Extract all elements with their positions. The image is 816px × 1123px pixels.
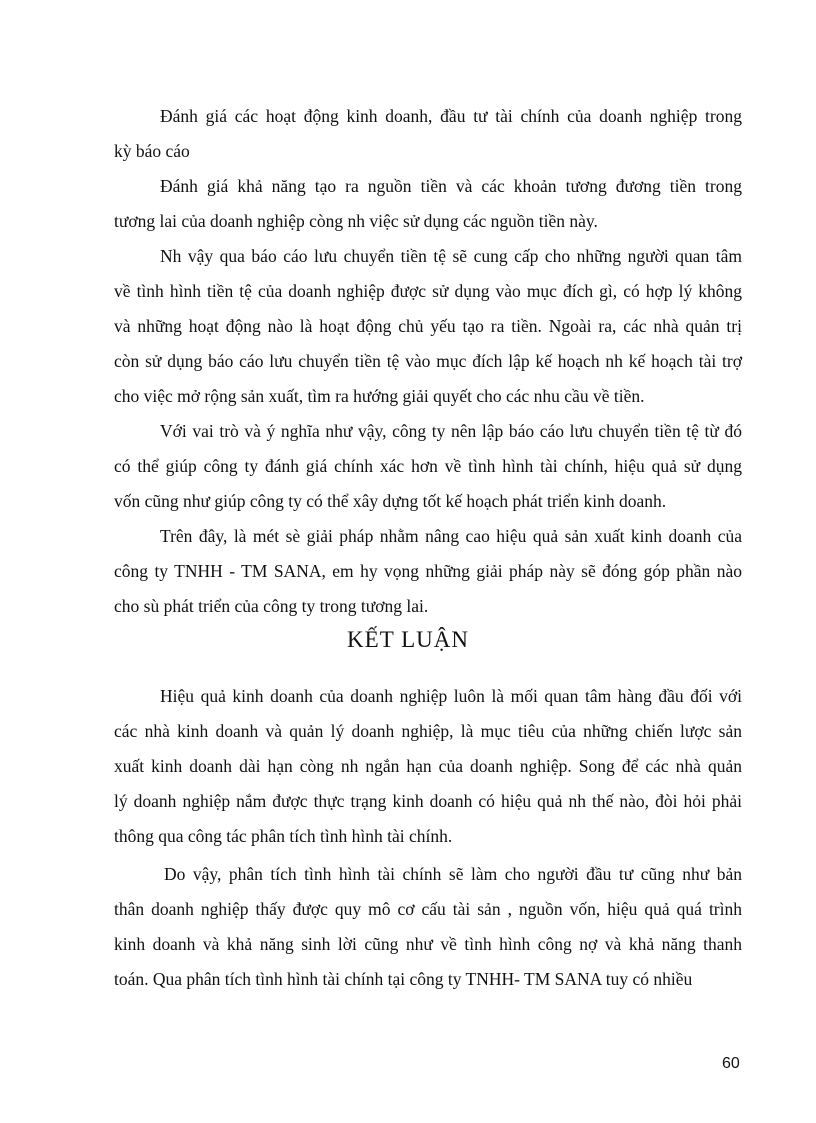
paragraph-line: thông qua công tác phân tích tình hình tài chính. xyxy=(114,826,453,846)
paragraph-line: thân doanh nghiệp thấy được quy mô cơ cấu tài sản , nguồn vốn, hiệu quả quá trình xyxy=(114,899,742,919)
paragraph-line: Đánh giá khả năng tạo ra nguồn tiền và các khoản tương đương tiền trong xyxy=(160,176,742,196)
paragraph-line: và những hoạt động nào là hoạt động chủ yếu tạo ra tiền. Ngoài ra, các nhà quản trị xyxy=(114,316,742,336)
page-number: 60 xyxy=(722,1055,740,1072)
paragraph-line: lý doanh nghiệp nắm được thực trạng kinh doanh có hiệu quả nh thế nào, đòi hỏi phải xyxy=(114,791,742,811)
paragraph-line: các nhà kinh doanh và quản lý doanh nghiệp, là mục tiêu của những chiến lược sản xyxy=(114,721,742,741)
paragraph-line: tương lai của doanh nghiệp còng nh việc sử dụng các nguồn tiền này. xyxy=(114,211,598,231)
paragraph-line: Do vậy, phân tích tình hình tài chính sẽ làm cho người đầu tư cũng như bản xyxy=(164,864,742,884)
paragraph-line: Hiệu quả kinh doanh của doanh nghiệp luôn là mối quan tâm hàng đầu đối với xyxy=(160,686,742,706)
paragraph-line: kỳ báo cáo xyxy=(114,141,190,161)
paragraph-line: Trên đây, là mét sè giải pháp nhằm nâng cao hiệu quả sản xuất kinh doanh của xyxy=(160,526,742,546)
paragraph-line: Với vai trò và ý nghĩa như vậy, công ty nên lập báo cáo lưu chuyển tiền tệ từ đó xyxy=(160,421,742,441)
paragraph-line: toán. Qua phân tích tình hình tài chính tại công ty TNHH- TM SANA tuy có nhiều xyxy=(114,969,693,989)
section-heading: KẾT LUẬN xyxy=(347,627,469,652)
paragraph-line: cho việc mở rộng sản xuất, tìm ra hướng giải quyết cho các nhu cầu về tiền. xyxy=(114,386,645,406)
paragraph-line: về tình hình tiền tệ của doanh nghiệp được sử dụng vào mục đích gì, có hợp lý không xyxy=(114,281,742,301)
paragraph-line: kinh doanh và khả năng sinh lời cũng như về tình hình công nợ và khả năng thanh xyxy=(114,934,742,954)
paragraph-line: Đánh giá các hoạt động kinh doanh, đầu tư tài chính của doanh nghiệp trong xyxy=(160,106,742,126)
paragraph-line: có thể giúp công ty đánh giá chính xác hơn về tình hình tài chính, hiệu quả sử dụng xyxy=(114,456,742,476)
paragraph-line: còn sử dụng báo cáo lưu chuyển tiền tệ vào mục đích lập kế hoạch nh kế hoạch tài trợ xyxy=(114,351,742,371)
paragraph-line: Nh vậy qua báo cáo lưu chuyển tiền tệ sẽ cung cấp cho những người quan tâm xyxy=(160,246,742,266)
paragraph-line: công ty TNHH - TM SANA, em hy vọng những giải pháp này sẽ đóng góp phần nào xyxy=(114,561,742,581)
paragraph-line: vốn cũng như giúp công ty có thể xây dựng tốt kế hoạch phát triển kinh doanh. xyxy=(114,491,667,511)
paragraph-line: xuất kinh doanh dài hạn còng nh ngắn hạn của doanh nghiệp. Song để các nhà quản xyxy=(114,756,742,776)
paragraph-line: cho sù phát triển của công ty trong tương lai. xyxy=(114,596,429,616)
